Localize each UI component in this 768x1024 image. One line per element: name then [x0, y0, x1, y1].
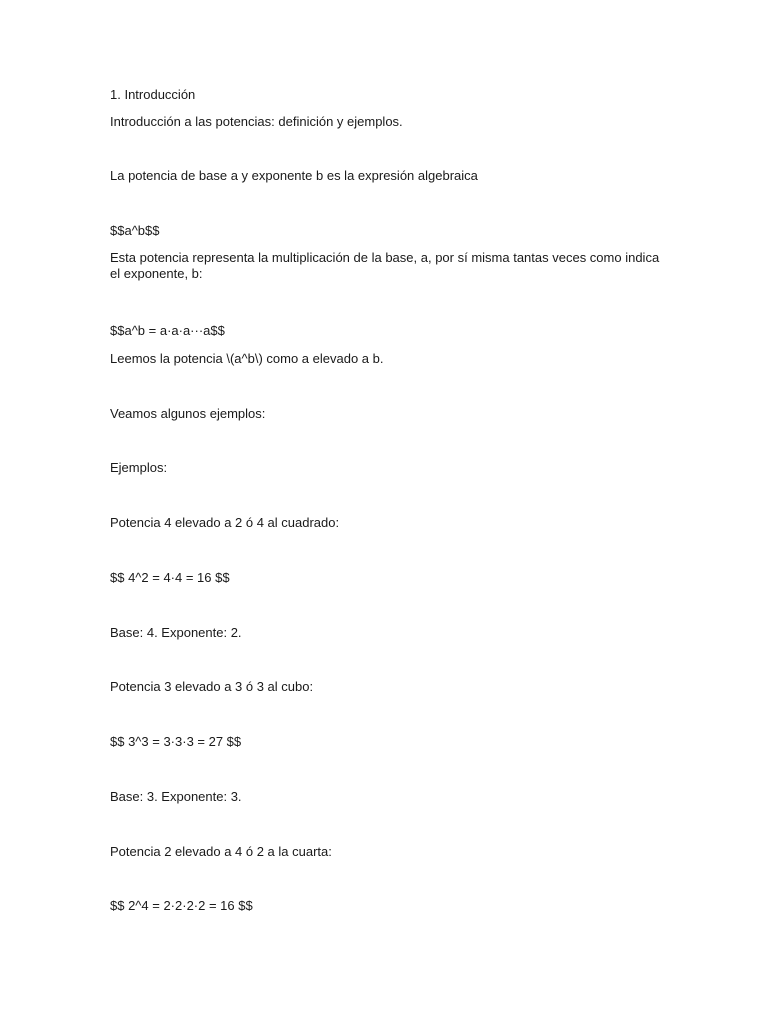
- example-2-base-exponent: Base: 3. Exponente: 3.: [110, 789, 242, 804]
- section-heading: 1. Introducción: [110, 87, 196, 102]
- reading-paragraph: Leemos la potencia \(a^b\) como a elevado a b.: [110, 351, 384, 366]
- example-3-title: Potencia 2 elevado a 4 ó 2 a la cuarta:: [110, 844, 332, 859]
- examples-heading: Ejemplos:: [110, 460, 168, 475]
- example-1-base-exponent: Base: 4. Exponente: 2.: [110, 625, 242, 640]
- explanation-paragraph: Esta potencia representa la multiplicación de la base, a, por sí misma tantas veces como indica el exponente, b:: [110, 250, 660, 281]
- formula-power: $$a^b$$: [110, 223, 160, 238]
- examples-intro: Veamos algunos ejemplos:: [110, 406, 266, 421]
- document-subtitle: Introducción a las potencias: definición y ejemplos.: [110, 114, 403, 129]
- definition-paragraph: La potencia de base a y exponente b es la expresión algebraica: [110, 168, 478, 183]
- example-1-formula: $$ 4^2 = 4·4 = 16 $$: [110, 570, 230, 585]
- example-2-formula: $$ 3^3 = 3·3·3 = 27 $$: [110, 734, 242, 749]
- example-1-title: Potencia 4 elevado a 2 ó 4 al cuadrado:: [110, 515, 340, 530]
- formula-expansion: $$a^b = a·a·a···a$$: [110, 323, 225, 338]
- example-3-formula: $$ 2^4 = 2·2·2·2 = 16 $$: [110, 898, 253, 913]
- example-2-title: Potencia 3 elevado a 3 ó 3 al cubo:: [110, 679, 314, 694]
